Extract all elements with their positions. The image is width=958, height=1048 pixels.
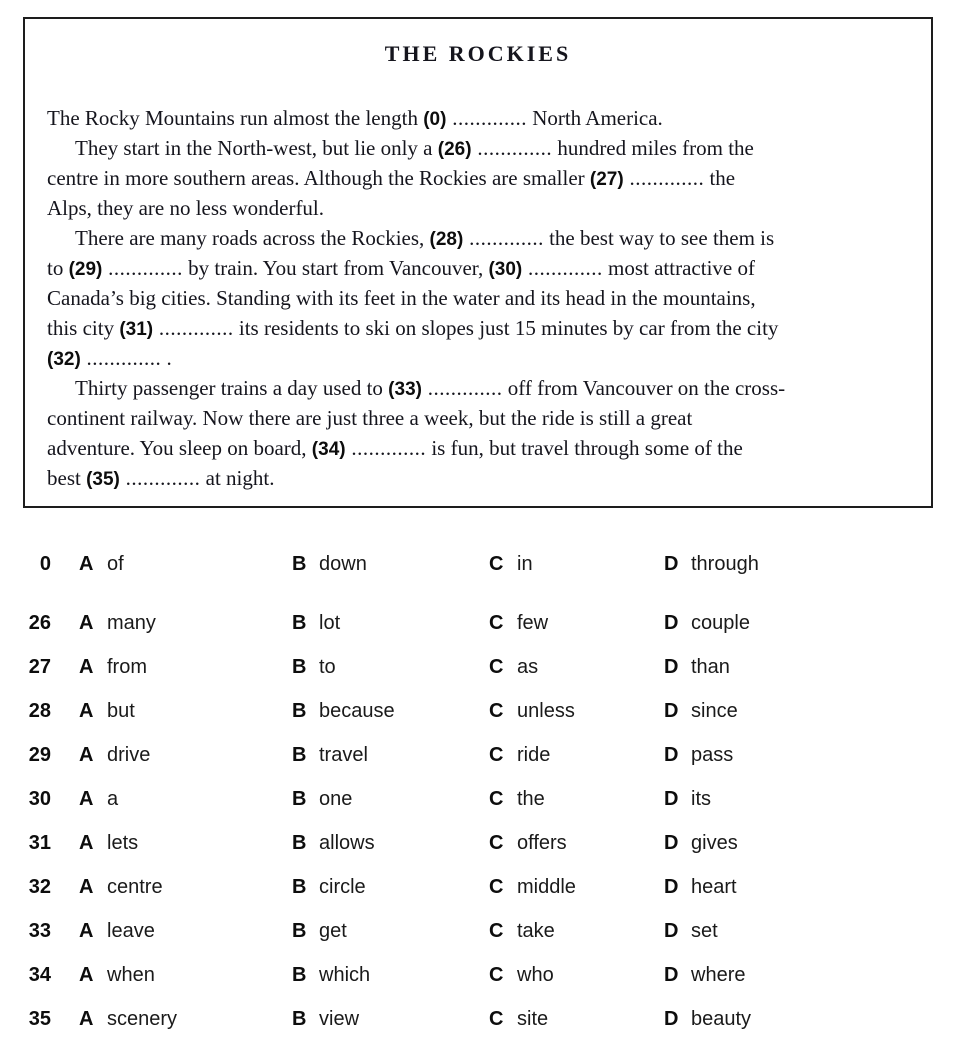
option-letter: C	[489, 700, 504, 722]
option-letter: A	[79, 553, 94, 575]
option-letter: D	[664, 832, 679, 854]
gap-number: (35)	[86, 469, 120, 490]
passage-line	[47, 283, 913, 313]
passage-line	[47, 253, 913, 283]
option-word: to	[319, 656, 336, 678]
option-letter: D	[664, 656, 679, 678]
passage-text: They start in the North-west, but lie only a	[75, 136, 438, 160]
option-word: centre	[107, 876, 163, 898]
option-letter: D	[664, 1008, 679, 1030]
passage-text: continent railway. Now there are just three a week, but the ride is still a great	[47, 406, 693, 430]
gap-number: (33)	[388, 379, 422, 400]
gap-number: (30)	[488, 259, 523, 280]
option-letter: C	[489, 832, 504, 854]
option-letter: A	[79, 788, 94, 810]
passage-box	[23, 17, 933, 508]
option-letter: A	[79, 876, 94, 898]
option-letter: A	[79, 656, 94, 678]
passage-text: most attractive of	[602, 256, 755, 280]
option-letter: D	[664, 744, 679, 766]
option-word: few	[517, 612, 549, 634]
option-letter: A	[79, 1008, 94, 1030]
option-letter: D	[664, 876, 679, 898]
option-letter: C	[489, 1008, 504, 1030]
option-word: as	[517, 656, 539, 678]
option-letter: C	[489, 612, 504, 634]
gap-blank: .............	[463, 226, 544, 250]
passage-line	[47, 463, 913, 493]
passage-text: Thirty passenger trains a day used to	[75, 376, 389, 400]
gap-number: (26)	[437, 139, 472, 160]
option-word: the	[517, 788, 545, 810]
option-word: gives	[691, 832, 738, 854]
option-word: lot	[319, 612, 341, 634]
passage-text: hundred miles from the	[552, 136, 754, 160]
option-letter: A	[79, 700, 94, 722]
option-word: middle	[517, 876, 576, 898]
option-letter: B	[292, 964, 307, 986]
option-word: many	[107, 612, 156, 634]
option-word: in	[517, 553, 533, 575]
passage	[47, 103, 913, 493]
option-letter: B	[292, 920, 307, 942]
option-word: ride	[517, 744, 551, 766]
passage-text: There are many roads across the Rockies,	[75, 226, 430, 250]
passage-line	[47, 163, 913, 193]
option-letter: B	[292, 744, 307, 766]
option-word: because	[319, 700, 395, 722]
gap-blank: .............	[522, 256, 603, 280]
passage-text: centre in more southern areas. Although the Rockies are smaller	[47, 166, 590, 190]
option-word: a	[107, 788, 119, 810]
option-letter: A	[79, 744, 94, 766]
option-word: unless	[517, 700, 575, 722]
passage-line	[47, 403, 913, 433]
passage-line	[47, 103, 913, 133]
option-word: travel	[319, 744, 368, 766]
question-number: 0	[39, 553, 51, 575]
option-letter: C	[489, 553, 504, 575]
gap-blank: .............	[421, 376, 503, 400]
option-word: when	[107, 964, 155, 986]
gap-number: (27)	[589, 169, 624, 190]
question-number: 34	[28, 964, 51, 986]
option-row	[0, 699, 958, 723]
passage-text: to	[47, 256, 69, 280]
option-word: drive	[107, 744, 151, 766]
gap-number: (34)	[311, 439, 346, 460]
question-number: 29	[28, 744, 51, 766]
option-word: set	[691, 920, 718, 942]
option-word: take	[517, 920, 555, 942]
passage-text: at night.	[200, 466, 275, 490]
option-word: lets	[107, 832, 139, 854]
gap-number: (29)	[68, 259, 103, 280]
passage-line	[47, 133, 913, 163]
option-row	[0, 963, 958, 987]
option-row	[0, 743, 958, 767]
passage-text: .	[161, 346, 172, 370]
passage-text: Alps, they are no less wonderful.	[47, 196, 325, 220]
passage-line	[47, 313, 913, 343]
gap-number: (0)	[423, 109, 447, 130]
option-word: circle	[319, 876, 366, 898]
option-word: from	[107, 656, 147, 678]
option-word: down	[319, 553, 367, 575]
passage-line	[47, 433, 913, 463]
passage-text: North America.	[526, 106, 663, 130]
gap-blank: .............	[80, 346, 162, 370]
passage-line	[47, 223, 913, 253]
gap-blank: .............	[471, 136, 553, 160]
option-letter: A	[79, 832, 94, 854]
option-letter: B	[292, 553, 307, 575]
option-letter: D	[664, 920, 679, 942]
option-letter: B	[292, 788, 307, 810]
passage-text: best	[47, 466, 87, 490]
passage-text: the best way to see them is	[543, 226, 775, 250]
question-number: 27	[28, 656, 51, 678]
option-letter: B	[292, 700, 307, 722]
passage-text: its residents to ski on slopes just 15 minutes by car from the city	[233, 316, 779, 340]
option-letter: C	[489, 788, 504, 810]
option-word: leave	[107, 920, 155, 942]
passage-text: by train. You start from Vancouver,	[182, 256, 489, 280]
gap-blank: .............	[153, 316, 234, 340]
option-word: of	[107, 553, 124, 575]
passage-title: THE ROCKIES	[384, 41, 572, 66]
option-letter: A	[79, 920, 94, 942]
option-row	[0, 552, 958, 576]
option-letter: B	[292, 832, 307, 854]
passage-text: Canada’s big cities. Standing with its feet in the water and its head in the mountains,	[47, 286, 756, 310]
option-letter: C	[489, 744, 504, 766]
question-number: 33	[28, 920, 51, 942]
passage-text: is fun, but travel through some of the	[426, 436, 743, 460]
passage-line	[47, 373, 913, 403]
option-word: which	[319, 964, 371, 986]
option-word: couple	[691, 612, 750, 634]
gap-blank: .............	[345, 436, 427, 460]
passage-text: adventure. You sleep on board,	[47, 436, 312, 460]
option-word: its	[691, 788, 711, 810]
option-word: offers	[517, 832, 567, 854]
option-letter: D	[664, 553, 679, 575]
passage-text: The Rocky Mountains run almost the length	[47, 106, 424, 130]
question-number: 28	[28, 700, 51, 722]
option-row	[0, 875, 958, 899]
option-letter: D	[664, 700, 679, 722]
option-row	[0, 611, 958, 635]
option-letter: D	[664, 964, 679, 986]
passage-text: the	[704, 166, 736, 190]
option-row	[0, 919, 958, 943]
option-letter: A	[79, 964, 94, 986]
passage-text: this city	[47, 316, 120, 340]
option-letter: C	[489, 656, 504, 678]
option-letter: C	[489, 964, 504, 986]
option-row	[0, 655, 958, 679]
question-number: 31	[28, 832, 51, 854]
option-word: allows	[319, 832, 375, 854]
option-letter: C	[489, 876, 504, 898]
option-row	[0, 831, 958, 855]
option-word: get	[319, 920, 347, 942]
option-letter: B	[292, 612, 307, 634]
question-number: 35	[28, 1008, 51, 1030]
option-word: site	[517, 1008, 549, 1030]
option-letter: A	[79, 612, 94, 634]
option-word: scenery	[107, 1008, 178, 1030]
option-word: beauty	[691, 1008, 752, 1030]
option-row	[0, 787, 958, 811]
option-word: who	[517, 964, 554, 986]
option-word: heart	[691, 876, 737, 898]
question-number: 26	[28, 612, 51, 634]
gap-number: (31)	[119, 319, 154, 340]
option-word: one	[319, 788, 353, 810]
gap-blank: .............	[446, 106, 527, 130]
option-word: where	[691, 964, 746, 986]
option-letter: D	[664, 612, 679, 634]
option-letter: B	[292, 876, 307, 898]
passage-text: off from Vancouver on the cross-	[502, 376, 786, 400]
question-number: 30	[28, 788, 51, 810]
option-word: pass	[691, 744, 734, 766]
option-letter: C	[489, 920, 504, 942]
option-row	[0, 1007, 958, 1031]
gap-number: (32)	[47, 349, 81, 370]
option-letter: D	[664, 788, 679, 810]
option-letter: B	[292, 1008, 307, 1030]
options-table	[0, 552, 958, 1048]
question-number: 32	[28, 876, 51, 898]
option-word: through	[691, 553, 759, 575]
gap-blank: .............	[102, 256, 183, 280]
gap-blank: .............	[119, 466, 201, 490]
gap-number: (28)	[429, 229, 464, 250]
passage-line	[47, 193, 913, 223]
option-letter: B	[292, 656, 307, 678]
option-word: than	[691, 656, 730, 678]
option-word: but	[107, 700, 135, 722]
passage-line	[47, 343, 913, 373]
option-word: since	[691, 700, 738, 722]
option-word: view	[319, 1008, 360, 1030]
gap-blank: .............	[623, 166, 705, 190]
